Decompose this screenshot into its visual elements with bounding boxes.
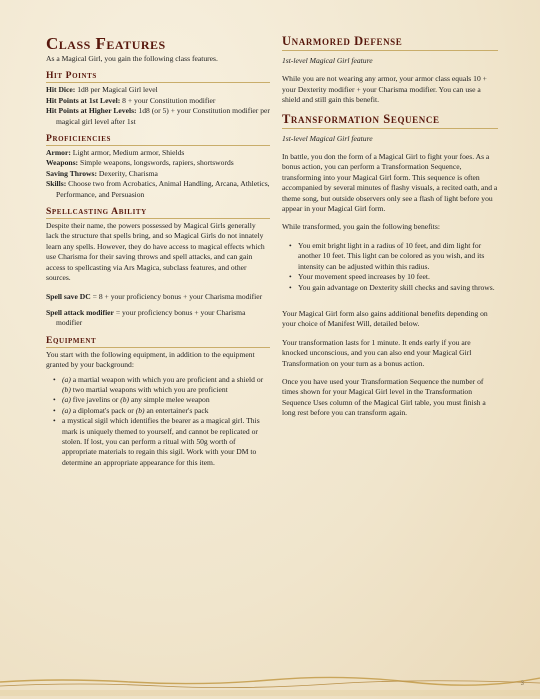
equipment-list <box>46 375 270 469</box>
saving-throws-line: Saving Throws: Dexerity, Charisma <box>46 168 158 178</box>
spell-save-dc-line: Spell save DC = 8 + your proficiency bonus + your Charisma modifier <box>46 291 263 301</box>
left-column <box>46 34 270 468</box>
transformation-paragraph-1: In battle, you don the form of a Magical Girl to fight your foes. As a bonus action, you can perform a Transformation Sequence, transforming into your Magical Girl form. This sequence is often accompanied by several minutes of flashy visuals, a recited oath, and a theme song, but outside observers only see a flash of light before you appear in your Magical Girl form. <box>282 152 498 214</box>
equipment-heading: Equipment <box>46 335 270 348</box>
unarmored-defense-subtitle: 1st-level Magical Girl feature <box>282 56 373 65</box>
spell-attack-line: Spell attack modifier = your proficiency bonus + your Charisma modifier <box>46 307 246 328</box>
list-item: • (a) a martial weapon with which you are proficient and a shield or (b) two martial weapons with which you are proficient <box>62 375 270 396</box>
unarmored-defense-heading: Unarmored Defense <box>282 34 498 51</box>
page-number: 3 <box>520 681 524 687</box>
hp-higher-levels-line: Hit Points at Higher Levels: 1d8 (or 5) + your Constitution modifier per magical girl level after 1st <box>46 106 270 126</box>
transformation-paragraph-4: Your transformation lasts for 1 minute. It ends early if you are knocked unconscious, and you can also end your Magical Girl Transformation on your turn as a bonus action. <box>282 337 472 368</box>
list-item: • Your movement speed increases by 10 feet. <box>298 272 498 282</box>
footer-ornament <box>0 668 540 696</box>
spellcasting-heading: Spellcasting Ability <box>46 206 270 219</box>
proficiencies-heading: Proficiencies <box>46 133 270 146</box>
transformation-sequence-heading: Transformation Sequence <box>282 112 498 129</box>
list-item: • You emit bright light in a radius of 10 feet, and dim light for another 10 feet. This light can be colored as you wish, and its intensity can be adjusted within this radius. <box>298 241 498 272</box>
armor-line: Armor: Light armor, Medium armor, Shields <box>46 148 185 158</box>
unarmored-defense-paragraph: While you are not wearing any armor, your armor class equals 10 + your Dexterity modifier + your Charisma modifier. You can use a shield and still gain this benefit. <box>282 74 487 105</box>
equipment-intro: You start with the following equipment, in addition to the equipment granted by your background: <box>46 349 255 370</box>
transformation-paragraph-5: Once you have used your Transformation Sequence the number of times shown for your Magical Girl level in the Transformation Sequence Uses column of the Magical Girl table, you must finish a long rest before you can transform again. <box>282 376 486 418</box>
right-column <box>282 34 498 419</box>
list-item: • a mystical sigil which identifies the bearer as a magical girl. This mark is uniquely themed to yourself, and cannot be replicated or stolen. If lost, you can perform a ritual with 50g worth of appropriate materials to regain this sigil. Work with your DM to determine an appropriate appearance for this item. <box>62 416 270 468</box>
weapons-line: Weapons: Simple weapons, longswords, rapiers, shortswords <box>46 158 234 168</box>
list-item: • (a) five javelins or (b) any simple melee weapon <box>62 395 270 405</box>
transformation-sequence-subtitle: 1st-level Magical Girl feature <box>282 133 373 143</box>
skills-line: Skills: Choose two from Acrobatics, Animal Handling, Arcana, Athletics, Performance, and Persuasion <box>46 179 270 199</box>
class-features-intro: As a Magical Girl, you gain the following class features. <box>46 54 218 63</box>
list-item: • You gain advantage on Dexterity skill checks and saving throws. <box>298 283 498 293</box>
list-item: • (a) a diplomat's pack or (b) an entertainer's pack <box>62 406 270 416</box>
hp-first-level-line: Hit Points at 1st Level: 8 + your Constitution modifier <box>46 95 216 105</box>
transformation-paragraph-2: While transformed, you gain the following benefits: <box>282 222 440 232</box>
transformation-paragraph-3: Your Magical Girl form also gains additional benefits depending on your choice of Manifest Will, detailed below. <box>282 308 488 329</box>
transformation-benefits-list <box>282 241 498 293</box>
spellcasting-paragraph: Despite their name, the powers possessed by Magical Girls generally lack the structure that spells bring, and so Magical Girls do not innately learn any spells. However, they do have access to magical effects which use Charisma for their saving throws and spell attacks, and can gain access to spellcasting via Ars Magica, subclass features, and other sources. <box>46 221 265 283</box>
hit-dice-line: Hit Dice: 1d8 per Magical Girl level <box>46 85 158 95</box>
hit-points-heading: Hit Points <box>46 70 270 83</box>
class-features-title: Class Features <box>46 34 166 53</box>
